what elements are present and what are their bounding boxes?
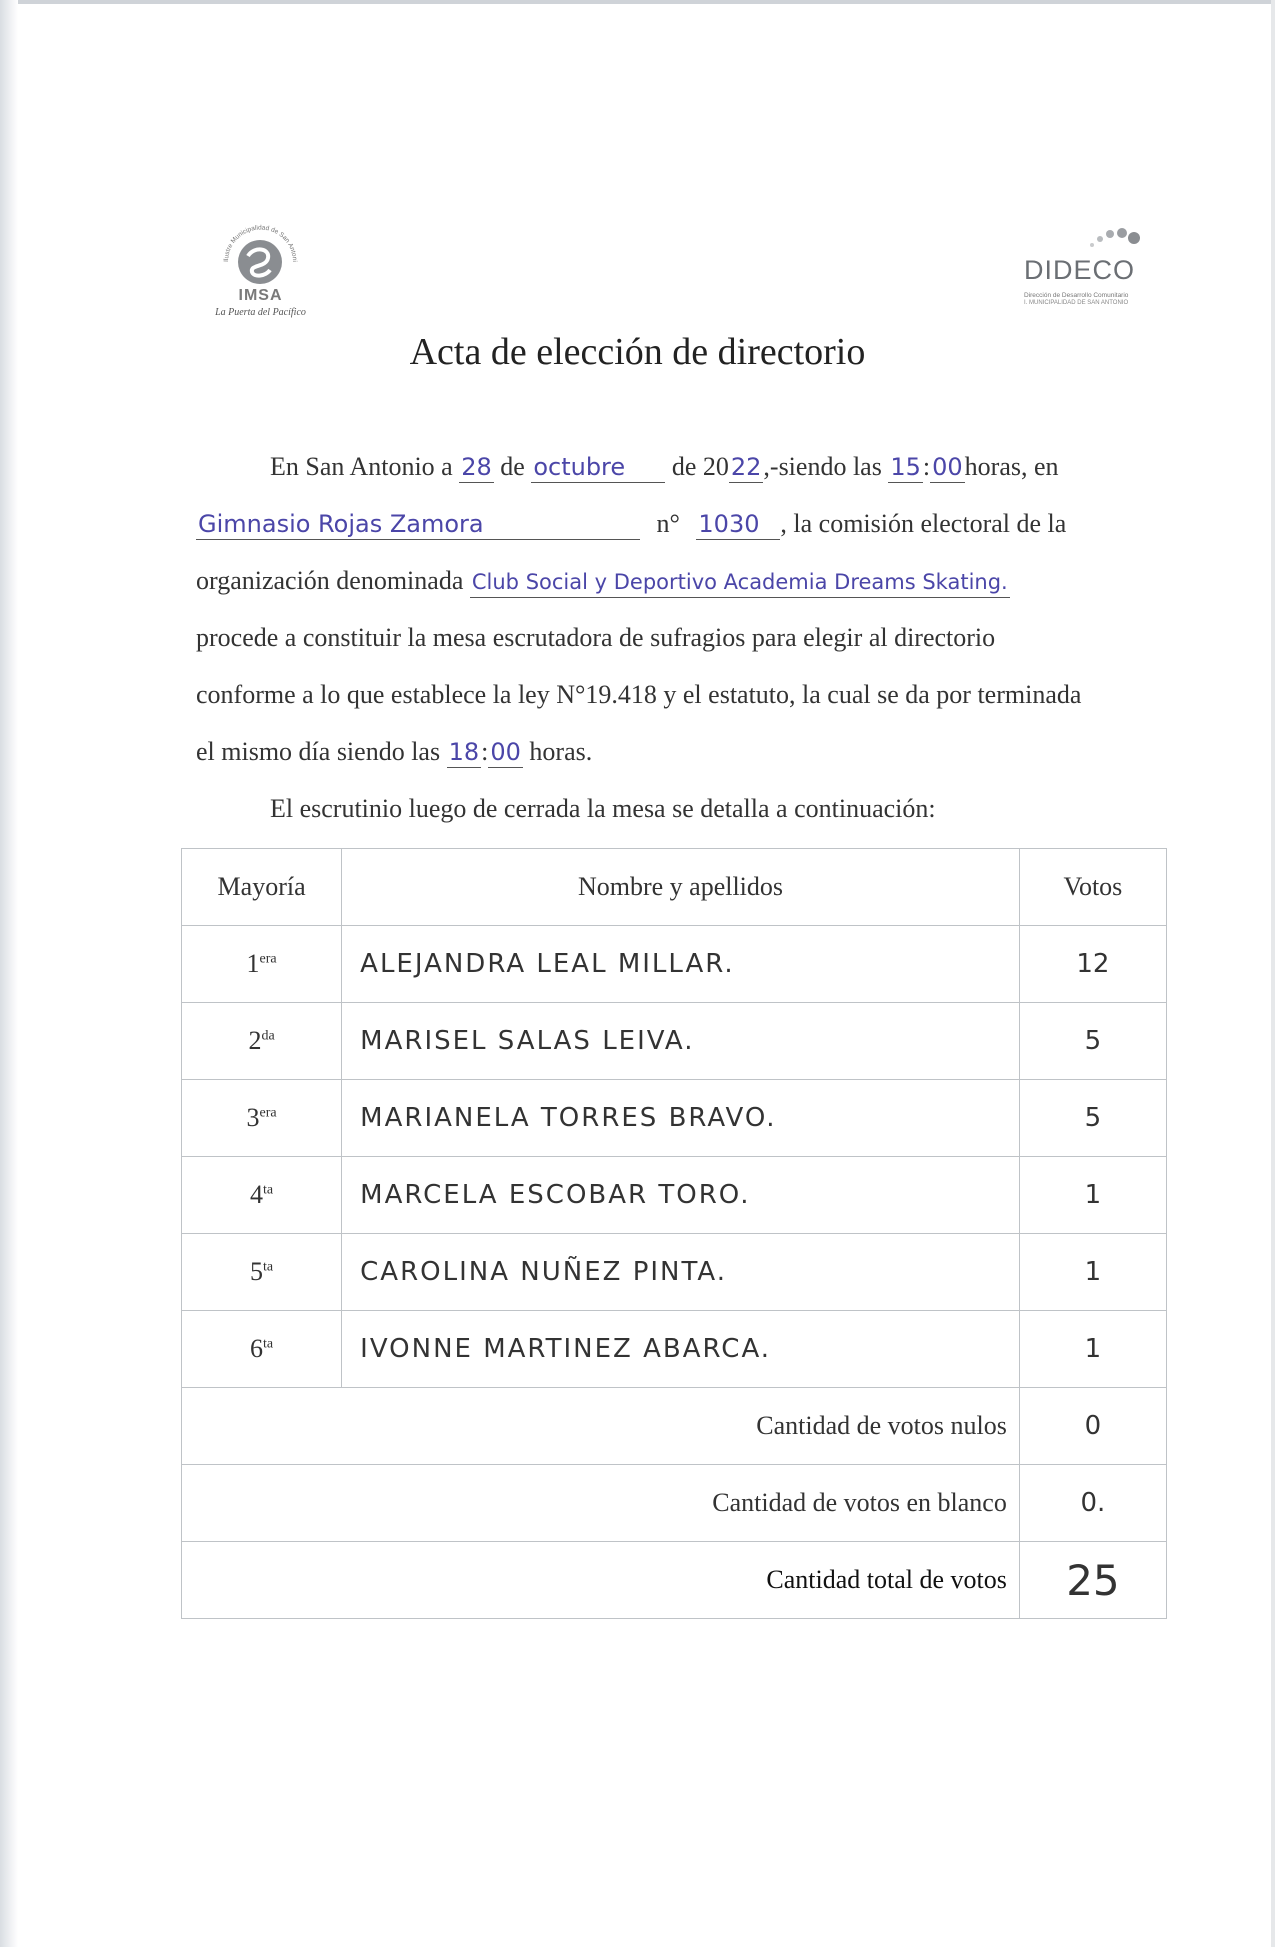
table-header-row <box>182 849 1167 926</box>
rank-suffix: ta <box>263 1182 274 1198</box>
header-votes: Votos <box>1019 849 1166 926</box>
minutes-field[interactable]: 00 <box>932 453 963 481</box>
text-horas: horas. <box>529 737 593 766</box>
dideco-dots-icon <box>1020 225 1170 259</box>
candidate-votes: 1 <box>1019 1311 1166 1388</box>
blank-votes-label: Cantidad de votos en blanco <box>182 1465 1020 1542</box>
text-horas-en: horas, en <box>964 452 1059 481</box>
candidate-name: MARIANELA TORRES BRAVO. <box>342 1080 1020 1157</box>
null-votes-value: 0 <box>1019 1388 1166 1465</box>
rank-cell <box>182 926 342 1003</box>
text-mismo-dia: el mismo día siendo las <box>196 737 441 766</box>
null-votes-row <box>182 1388 1167 1465</box>
imsa-emblem-icon <box>198 212 323 292</box>
paragraph-line-4: procede a constituir la mesa escrutadora de sufragios para elegir al directorio <box>196 623 996 652</box>
text-colon-end: : <box>481 737 489 766</box>
header-rank: Mayoría <box>182 849 342 926</box>
candidate-votes: 5 <box>1019 1080 1166 1157</box>
dideco-municipality: I. MUNICIPALIDAD DE SAN ANTONIO <box>1024 300 1129 306</box>
imsa-logo <box>198 212 323 322</box>
rank-suffix: ta <box>263 1259 274 1275</box>
null-votes-label: Cantidad de votos nulos <box>182 1388 1020 1465</box>
candidate-votes: 5 <box>1019 1003 1166 1080</box>
paragraph-line-3 <box>196 552 1156 609</box>
text-organizacion-denominada: organización denominada <box>196 566 464 595</box>
dideco-subtitle: Dirección de Desarrollo Comunitario <box>1024 292 1129 299</box>
table-row <box>182 1311 1167 1388</box>
rank-number: 5 <box>250 1257 264 1286</box>
rank-suffix: da <box>261 1028 275 1044</box>
blank-votes-row <box>182 1465 1167 1542</box>
text-comision-electoral: , la comisión electoral de la <box>780 509 1067 538</box>
rank-suffix: ta <box>263 1336 274 1352</box>
number-field[interactable]: 1030 <box>696 509 780 540</box>
table-body <box>182 926 1167 1388</box>
table-row <box>182 926 1167 1003</box>
rank-number: 4 <box>250 1180 264 1209</box>
text-de: de <box>500 452 525 481</box>
rank-cell <box>182 1311 342 1388</box>
year-field[interactable]: 22 <box>730 453 762 481</box>
imsa-brand: IMSA <box>238 287 283 304</box>
table-row <box>182 1080 1167 1157</box>
imsa-tagline: La Puerta del Pacífico <box>215 307 306 318</box>
text-siendo-las: ,-siendo las <box>763 452 882 481</box>
paragraph-line-7: El escrutinio luego de cerrada la mesa se detalla a continuación: <box>270 794 936 823</box>
scan-edge-right <box>1271 0 1275 1947</box>
rank-cell <box>182 1234 342 1311</box>
table-row <box>182 1003 1167 1080</box>
month-field[interactable]: octubre <box>531 452 665 483</box>
rank-suffix: era <box>259 1105 277 1121</box>
rank-number: 2 <box>248 1026 262 1055</box>
text-de-20: de 20 <box>671 452 729 481</box>
vote-count-table <box>181 848 1167 1619</box>
scan-edge-top <box>0 0 1275 4</box>
header-name: Nombre y apellidos <box>342 849 1020 926</box>
rank-cell <box>182 1080 342 1157</box>
imsa-ring-text: Ilustre Municipalidad de San Antoni <box>222 224 299 263</box>
rank-number: 6 <box>250 1334 264 1363</box>
hour-field[interactable]: 15 <box>890 453 921 481</box>
place-field[interactable]: Gimnasio Rojas Zamora <box>196 509 640 540</box>
dideco-logo <box>1020 225 1175 315</box>
text-numero: n° <box>656 509 680 538</box>
text-en-san-antonio: En San Antonio a <box>270 452 453 481</box>
day-field[interactable]: 28 <box>461 453 492 481</box>
paragraph-line-6 <box>196 723 1156 780</box>
text-colon: : <box>922 452 931 481</box>
candidate-name: CAROLINA NUÑEZ PINTA. <box>342 1234 1020 1311</box>
scan-edge-left <box>0 0 18 1947</box>
candidate-votes: 12 <box>1019 926 1166 1003</box>
candidate-votes: 1 <box>1019 1157 1166 1234</box>
paragraph-line-5: conforme a lo que establece la ley N°19.418 y el estatuto, la cual se da por terminada <box>196 680 1082 709</box>
rank-suffix: era <box>259 951 277 967</box>
candidate-name: MARCELA ESCOBAR TORO. <box>342 1157 1020 1234</box>
rank-number: 3 <box>246 1103 260 1132</box>
total-votes-value: 25 <box>1019 1542 1166 1619</box>
organization-field[interactable]: Club Social y Deportivo Academia Dreams Skating. <box>470 567 1010 598</box>
paragraph-line-1 <box>270 438 1156 495</box>
rank-cell <box>182 1003 342 1080</box>
candidate-name: MARISEL SALAS LEIVA. <box>342 1003 1020 1080</box>
paragraph-line-2 <box>196 495 1156 552</box>
rank-cell <box>182 1157 342 1234</box>
table-row <box>182 1234 1167 1311</box>
dideco-brand: DIDECO <box>1024 255 1136 285</box>
rank-number: 1 <box>246 949 260 978</box>
blank-votes-value: 0. <box>1019 1465 1166 1542</box>
page-title: Acta de elección de directorio <box>409 331 866 373</box>
end-minutes-field[interactable]: 00 <box>490 738 521 766</box>
candidate-votes: 1 <box>1019 1234 1166 1311</box>
end-hour-field[interactable]: 18 <box>448 738 480 766</box>
candidate-name: IVONNE MARTINEZ ABARCA. <box>342 1311 1020 1388</box>
table-row <box>182 1157 1167 1234</box>
total-votes-label: Cantidad total de votos <box>182 1542 1020 1619</box>
total-votes-row <box>182 1542 1167 1619</box>
candidate-name: ALEJANDRA LEAL MILLAR. <box>342 926 1020 1003</box>
